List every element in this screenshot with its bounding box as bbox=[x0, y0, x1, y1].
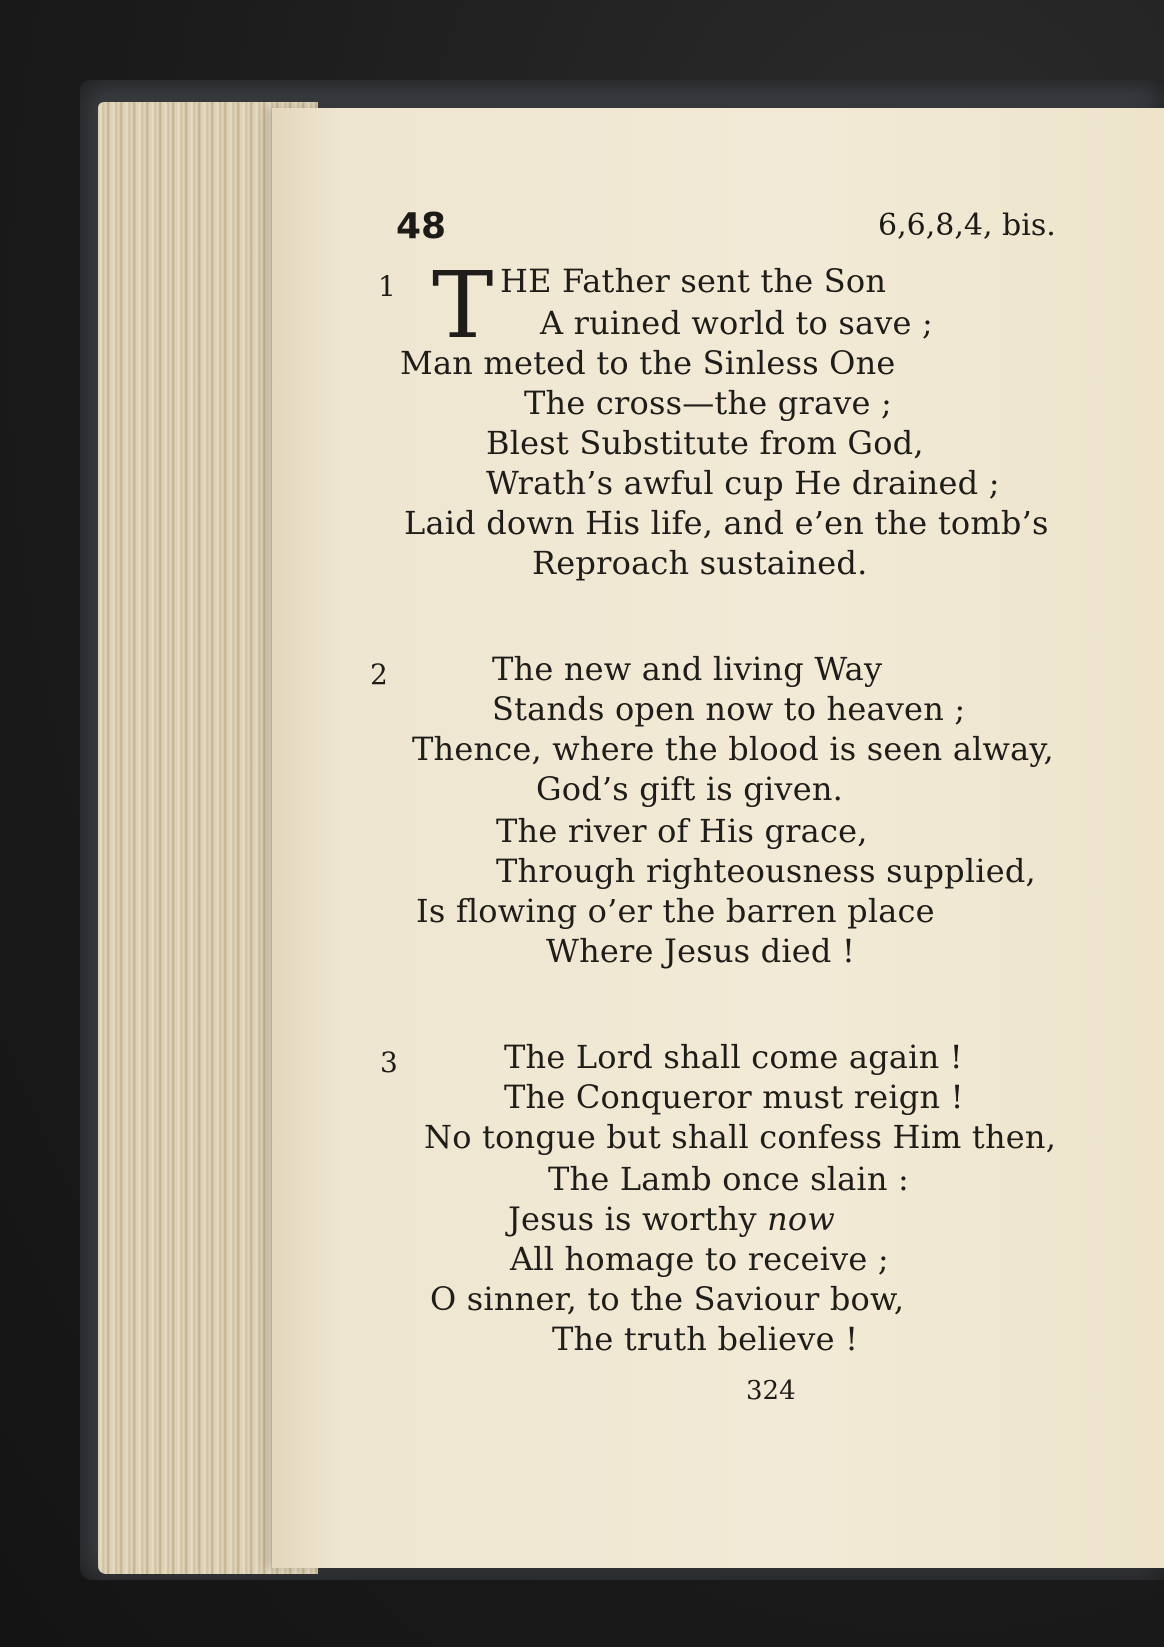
verse-number-3: 3 bbox=[380, 1046, 398, 1079]
verse-number-1: 1 bbox=[378, 270, 396, 303]
verse-2-line-4: God’s gift is given. bbox=[536, 770, 844, 808]
verse-3-line-5-text: Jesus is worthy bbox=[508, 1200, 757, 1238]
verse-3-line-5 bbox=[508, 1200, 835, 1238]
drop-cap: T bbox=[432, 252, 494, 359]
verse-2-line-5: The river of His grace, bbox=[496, 812, 868, 850]
verse-1-line-6: Wrath’s awful cup He drained ; bbox=[486, 464, 1000, 502]
verse-number-2: 2 bbox=[370, 658, 388, 691]
page-number: 324 bbox=[746, 1376, 796, 1406]
verse-3-line-4: The Lamb once slain : bbox=[548, 1160, 910, 1198]
verse-3-line-3: No tongue but shall confess Him then, bbox=[424, 1118, 1057, 1156]
verse-2-line-7: Is flowing o’er the barren place bbox=[416, 892, 935, 930]
verse-3-line-2: The Conqueror must reign ! bbox=[504, 1078, 964, 1116]
verse-1-line-8: Reproach sustained. bbox=[532, 544, 868, 582]
verse-3-line-1: The Lord shall come again ! bbox=[504, 1038, 963, 1076]
verse-1-line-5: Blest Substitute from God, bbox=[486, 424, 924, 462]
verse-3-line-8: The truth believe ! bbox=[552, 1320, 859, 1358]
hymn-meter: 6,6,8,4, bis. bbox=[878, 208, 1056, 243]
verse-1-line-2: A ruined world to save ; bbox=[540, 304, 934, 342]
italic-word: now bbox=[767, 1200, 835, 1238]
verse-1-line-7: Laid down His life, and e’en the tomb’s bbox=[404, 504, 1049, 542]
verse-1-line-3: Man meted to the Sinless One bbox=[400, 344, 896, 382]
verse-2-line-6: Through righteousness supplied, bbox=[496, 852, 1036, 890]
verse-2-line-2: Stands open now to heaven ; bbox=[492, 690, 966, 728]
verse-3-line-7: O sinner, to the Saviour bow, bbox=[430, 1280, 905, 1318]
verse-1-line-4: The cross—the grave ; bbox=[524, 384, 892, 422]
verse-2-line-3: Thence, where the blood is seen alway, bbox=[412, 730, 1054, 768]
verse-2-line-1: The new and living Way bbox=[492, 650, 883, 688]
hymn-number: 48 bbox=[396, 206, 447, 247]
verse-1-line-1: HE Father sent the Son bbox=[500, 262, 887, 300]
verse-3-line-6: All homage to receive ; bbox=[510, 1240, 889, 1278]
verse-2-line-8: Where Jesus died ! bbox=[546, 932, 856, 970]
